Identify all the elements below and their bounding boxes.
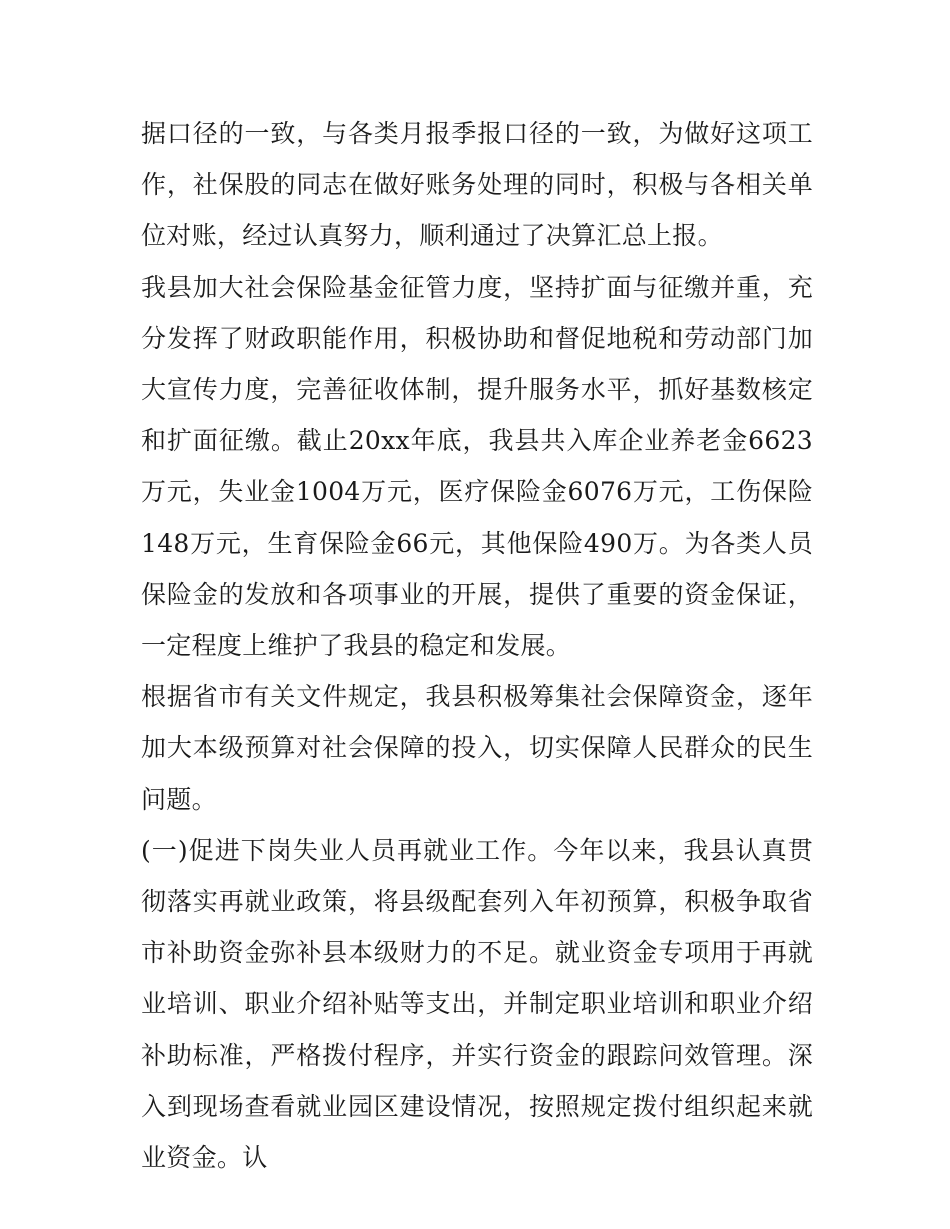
paragraph-1: 据口径的一致，与各类月报季报口径的一致，为做好这项工作，社保股的同志在做好账务处理的同时，积极与各相关单位对账，经过认真努力，顺利通过了决算汇总上报。 (141, 119, 813, 251)
paragraph-2: 我县加大社会保险基金征管力度，坚持扩面与征缴并重，充分发挥了财政职能作用，积极协助和督促地税和劳动部门加大宣传力度，完善征收体制，提升服务水平，抓好基数核定和扩面征缴。截止20xx年底，我县共入库企业养老金6623万元，失业金1004万元，医疗保险金6076万元，工伤保险148万元，生育保险金66元，其他保险490万。为各类人员保险金的发放和各项事业的开展，提供了重要的资金保证，一定程度上维护了我县的稳定和发展。 (141, 272, 813, 661)
paragraph-4: (一)促进下岗失业人员再就业工作。今年以来，我县认真贯彻落实再就业政策，将县级配套列入年初预算，积极争取省市补助资金弥补县本级财力的不足。就业资金专项用于再就业培训、职业介绍补贴等支出，并制定职业培训和职业介绍补助标准，严格拨付程序，并实行资金的跟踪问效管理。深入到现场查看就业园区建设情况，按照规定拨付组织起来就业资金。认 (141, 835, 813, 1173)
document-body (141, 108, 813, 1183)
paragraph-3: 根据省市有关文件规定，我县积极筹集社会保障资金，逐年加大本级预算对社会保障的投入，切实保障人民群众的民生问题。 (141, 682, 813, 814)
